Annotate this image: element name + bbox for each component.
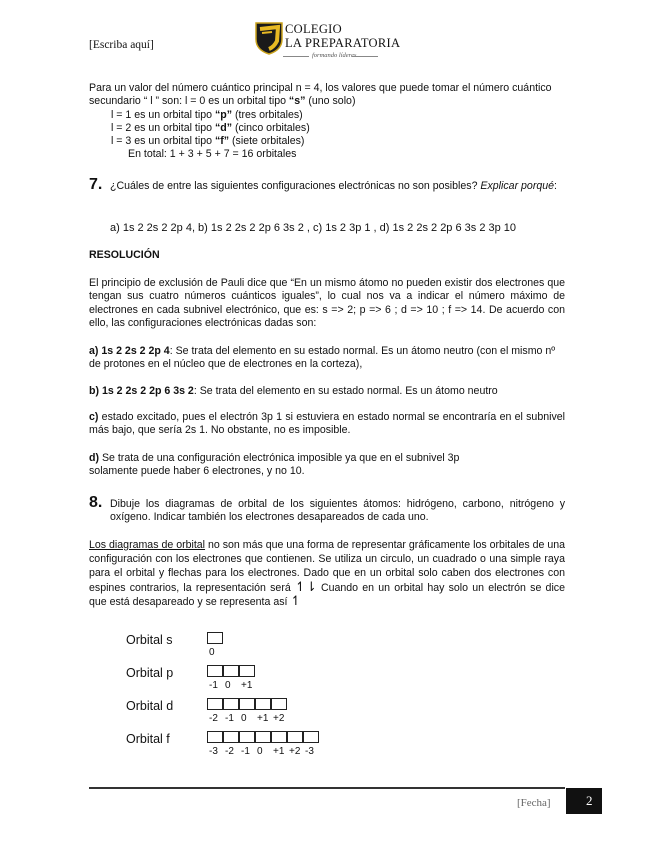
orbital-box xyxy=(303,731,319,743)
paired-arrows-icon: ↿⇂ xyxy=(294,579,317,595)
orbital-name: Orbital f xyxy=(126,732,170,746)
answer-a: a) 1s 2 2s 2 2p 4: Se trata del elemento en su estado normal. Es un átomo neutro (con el mismo nº de protones en el núcleo que de electrones en la corteza), xyxy=(89,345,556,371)
orbital-box xyxy=(223,665,239,677)
orbital-ml-label: -1 xyxy=(225,713,234,724)
answer-c: c) estado excitado, pues el electrón 3p 1 si estuviera en estado normal se encontraría en el subnivel más bajo, que sería 2s 1. No obstante, no es imposible. xyxy=(89,411,565,437)
orbital-box xyxy=(239,698,255,710)
orbital-box xyxy=(239,665,255,677)
orbital-ml-label: -2 xyxy=(225,746,234,757)
diagram-explanation: Los diagramas de orbital no son más que una forma de representar gráficamente los orbitales de una configuración con los electrones que contienen. Se utiliza un circulo, un cuadrado o una simple raya para el orbital y flechas para los electrones. Dado que en un orbital solo caben dos electrones con espines contrarios, la representación será ↿⇂ Cuando en un orbital hay solo un electrón se dice que está desapareado y se representa así ↿ xyxy=(89,539,565,609)
orbital-ml-label: -2 xyxy=(209,713,218,724)
orbital-ml-label: +1 xyxy=(241,680,253,691)
orbital-box xyxy=(255,698,271,710)
question-7-options: a) 1s 2 2s 2 2p 4, b) 1s 2 2s 2 2p 6 3s 2 , c) 1s 2 3p 1 , d) 1s 2 2s 2 2p 6 3s 2 3p 10 xyxy=(110,222,517,234)
orbital-ml-label: +2 xyxy=(289,746,301,757)
answer-d: d) Se trata de una configuración electrónica imposible ya que en el subnivel 3p solamente puede haber 6 electrones, y no 10. xyxy=(89,452,460,478)
intro-l2: l = 2 es un orbital tipo “d” (cinco orbitales) xyxy=(111,122,310,134)
pauli-paragraph: El principio de exclusión de Pauli dice que “En un mismo átomo no pueden existir dos electrones que tengan sus cuatro números cuánticos iguales”, lo cual nos va a indicar el número máximo de electrones en cada subnivel electrónico, que es: s => 2; p => 6 ; d => 10 ; f => 14. De acuerdo con ello, las configuraciones electrónicas dadas son: xyxy=(89,277,565,329)
orbital-name: Orbital p xyxy=(126,666,174,680)
single-arrow-icon: ↿ xyxy=(290,593,302,609)
orbital-ml-label: +1 xyxy=(273,746,285,757)
intro-paragraph: Para un valor del número cuántico principal n = 4, los valores que puede tomar el número cuántico secundario “ l ” son: l = 0 es un orbital tipo “s” (uno solo) xyxy=(89,82,552,108)
tagline-rule-right xyxy=(352,56,378,57)
orbital-box xyxy=(207,665,223,677)
orbital-ml-label: 0 xyxy=(241,713,247,724)
orbital-box xyxy=(223,698,239,710)
orbital-ml-label: -1 xyxy=(209,680,218,691)
footer-rule xyxy=(89,787,565,789)
orbital-ml-label: +2 xyxy=(273,713,285,724)
orbital-ml-label: -1 xyxy=(241,746,250,757)
orbital-ml-label: -3 xyxy=(305,746,314,757)
question-8-number: 8. xyxy=(89,494,103,511)
school-tagline: formando líderes xyxy=(312,52,357,59)
orbital-box xyxy=(207,632,223,644)
tagline-rule-left xyxy=(283,56,309,57)
orbital-name: Orbital s xyxy=(126,633,173,647)
orbital-box xyxy=(271,731,287,743)
orbital-box xyxy=(255,731,271,743)
school-logo xyxy=(254,21,284,55)
orbital-box xyxy=(223,731,239,743)
resolution-title: RESOLUCIÓN xyxy=(89,249,160,261)
orbital-box xyxy=(271,698,287,710)
school-name-line1: COLEGIO xyxy=(285,22,342,36)
page-number-box xyxy=(566,788,602,814)
intro-l3: l = 3 es un orbital tipo “f” (siete orbitales) xyxy=(111,135,305,147)
orbital-box xyxy=(207,698,223,710)
intro-l1: l = 1 es un orbital tipo “p” (tres orbitales) xyxy=(111,109,303,121)
intro-total: En total: 1 + 3 + 5 + 7 = 16 orbitales xyxy=(128,148,297,160)
orbital-box xyxy=(239,731,255,743)
school-name-line2: LA PREPARATORIA xyxy=(285,36,401,50)
orbital-ml-label: +1 xyxy=(257,713,269,724)
answer-b: b) 1s 2 2s 2 2p 6 3s 2: Se trata del elemento en su estado normal. Es un átomo neutro xyxy=(89,385,498,397)
page-number: 2 xyxy=(586,793,593,808)
orbital-box xyxy=(207,731,223,743)
orbital-ml-label: 0 xyxy=(225,680,231,691)
question-8-text: Dibuje los diagramas de orbital de los siguientes átomos: hidrógeno, carbono, nitrógeno y oxígeno. Indicar también los electrones desapareados de cada uno. xyxy=(110,498,565,524)
orbital-box xyxy=(287,731,303,743)
orbital-ml-label: 0 xyxy=(257,746,263,757)
orbital-ml-label: -3 xyxy=(209,746,218,757)
question-7-text: ¿Cuáles de entre las siguientes configuraciones electrónicas no son posibles? Explicar porqué: xyxy=(110,180,557,192)
footer-date: [Fecha] xyxy=(517,797,551,809)
question-7-number: 7. xyxy=(89,176,103,193)
header-placeholder: [Escriba aquí] xyxy=(89,39,154,51)
school-shield-icon xyxy=(254,21,284,55)
orbital-name: Orbital d xyxy=(126,699,174,713)
orbital-ml-label: 0 xyxy=(209,647,215,658)
